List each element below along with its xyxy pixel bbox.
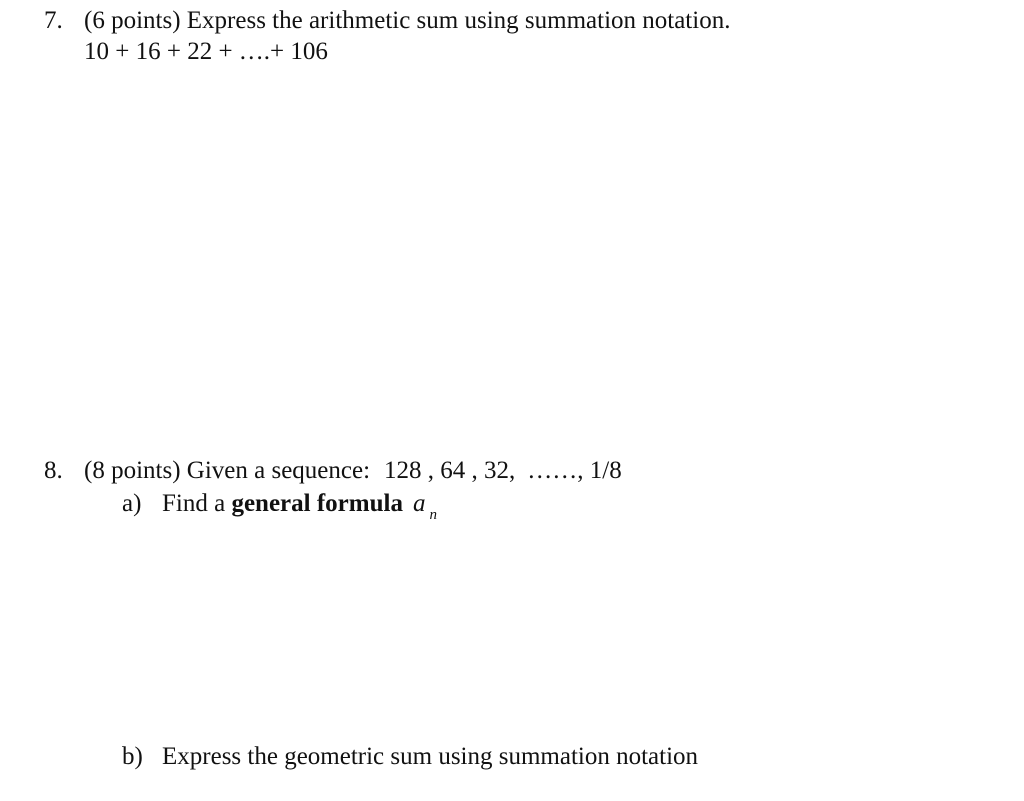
question-8-ellipsis: ……, <box>527 457 584 484</box>
question-8-number: 8. <box>44 457 63 484</box>
question-7-prompt <box>44 6 730 36</box>
question-8b-text: Express the geometric sum using summation notation <box>162 743 699 770</box>
question-8b <box>122 742 698 772</box>
question-7-number: 7. <box>44 7 63 34</box>
question-8a-text: Find a <box>162 490 226 517</box>
question-7-text: (6 points) Express the arithmetic sum using summation notation. <box>84 7 731 34</box>
math-variable-a: a <box>412 490 426 517</box>
question-8-last-term: 1/8 <box>589 457 622 484</box>
question-8-text: (8 points) Given a sequence: <box>84 457 371 484</box>
question-8a <box>122 489 437 522</box>
question-7-expression: 10 + 16 + 22 + ….+ 106 <box>84 38 328 65</box>
question-8b-label: b) <box>122 743 143 770</box>
question-8a-bold-text: general formula <box>231 490 403 517</box>
math-subscript-n: n <box>429 507 437 523</box>
question-8-sequence: 128 , 64 , 32, <box>384 457 516 484</box>
question-8a-label: a) <box>122 490 142 517</box>
question-8-prompt <box>44 456 622 486</box>
